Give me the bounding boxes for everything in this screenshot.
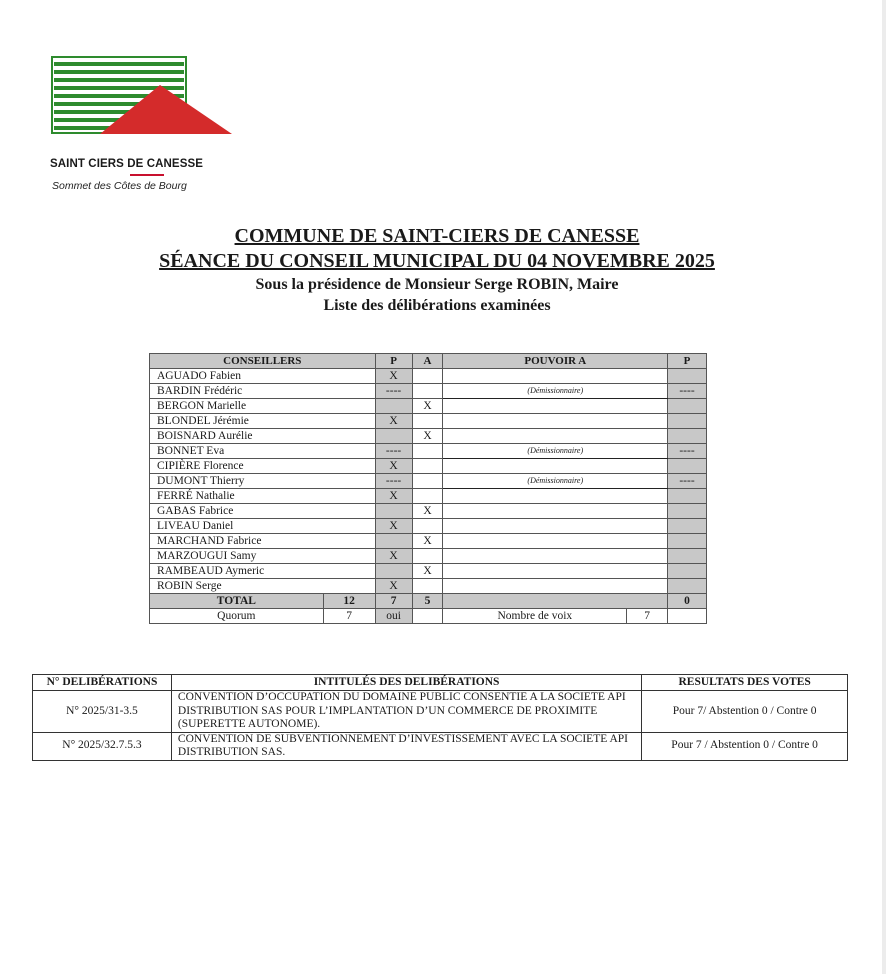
present-pouvoir-mark <box>668 459 707 474</box>
present-pouvoir-mark <box>668 549 707 564</box>
absent-mark: X <box>412 564 443 579</box>
attendance-row <box>150 444 707 459</box>
present-pouvoir-mark <box>668 519 707 534</box>
document-header <box>0 224 874 316</box>
present-pouvoir-mark <box>668 414 707 429</box>
present-pouvoir-mark: ---- <box>668 384 707 399</box>
present-mark <box>375 564 412 579</box>
total-row <box>150 594 707 609</box>
total-count: 12 <box>323 594 375 609</box>
present-mark <box>375 399 412 414</box>
attendance-row <box>150 414 707 429</box>
page-edge <box>882 0 886 974</box>
deliberation-number: N° 2025/32.7.5.3 <box>33 732 172 760</box>
pouvoir-cell <box>443 564 668 579</box>
conseiller-name: DUMONT Thierry <box>150 474 376 489</box>
quorum-empty <box>412 609 443 624</box>
conseiller-name: RAMBEAUD Aymeric <box>150 564 376 579</box>
liste-line: Liste des délibérations examinées <box>323 297 551 314</box>
absent-mark: X <box>412 399 443 414</box>
pouvoir-cell <box>443 504 668 519</box>
absent-mark <box>412 519 443 534</box>
absent-mark <box>412 489 443 504</box>
commune-title: COMMUNE DE SAINT-CIERS DE CANESSE <box>234 225 640 247</box>
quorum-value: 7 <box>323 609 375 624</box>
pouvoir-cell <box>443 534 668 549</box>
attendance-row <box>150 489 707 504</box>
pouvoir-cell: (Démissionnaire) <box>443 474 668 489</box>
conseiller-name: LIVEAU Daniel <box>150 519 376 534</box>
col-pouvoir: POUVOIR A <box>443 354 668 369</box>
present-mark: X <box>375 414 412 429</box>
deliberations-table <box>32 674 848 761</box>
deliberation-number: N° 2025/31-3.5 <box>33 691 172 733</box>
voix-label: Nombre de voix <box>443 609 627 624</box>
present-mark <box>375 534 412 549</box>
vote-result: Pour 7/ Abstention 0 / Contre 0 <box>642 691 848 733</box>
present-mark: X <box>375 549 412 564</box>
pouvoir-cell <box>443 489 668 504</box>
absent-mark: X <box>412 534 443 549</box>
attendance-row <box>150 429 707 444</box>
col-conseillers: CONSEILLERS <box>150 354 376 369</box>
deliberation-row <box>33 732 848 760</box>
logo-name: SAINT CIERS DE CANESSE <box>50 158 204 170</box>
total-label: TOTAL <box>150 594 324 609</box>
present-mark: X <box>375 579 412 594</box>
present-mark: X <box>375 459 412 474</box>
col-present: P <box>375 354 412 369</box>
absent-mark <box>412 444 443 459</box>
present-pouvoir-mark <box>668 504 707 519</box>
conseiller-name: MARZOUGUI Samy <box>150 549 376 564</box>
conseiller-name: BERGON Marielle <box>150 399 376 414</box>
absent-mark <box>412 474 443 489</box>
quorum-status: oui <box>375 609 412 624</box>
absent-mark <box>412 459 443 474</box>
voix-value: 7 <box>627 609 668 624</box>
attendance-row <box>150 504 707 519</box>
attendance-row <box>150 564 707 579</box>
deliberation-title: CONVENTION D’OCCUPATION DU DOMAINE PUBLIC CONSENTIE A LA SOCIETE API DISTRIBUTION SAS POUR L’IMPLANTATION D’UN COMMERCE DE PROXIMITE (SUPERETTE AUTONOME). <box>171 691 641 733</box>
pouvoir-cell: (Démissionnaire) <box>443 444 668 459</box>
col-intitule: INTITULÉS DES DELIBÉRATIONS <box>171 675 641 691</box>
conseiller-name: AGUADO Fabien <box>150 369 376 384</box>
present-mark: X <box>375 369 412 384</box>
absent-mark: X <box>412 429 443 444</box>
present-pouvoir-mark: ---- <box>668 474 707 489</box>
conseiller-name: GABAS Fabrice <box>150 504 376 519</box>
present-mark <box>375 504 412 519</box>
absent-mark <box>412 414 443 429</box>
attendance-row <box>150 534 707 549</box>
quorum-row <box>150 609 707 624</box>
absent-mark <box>412 549 443 564</box>
quorum-label: Quorum <box>150 609 324 624</box>
absent-mark <box>412 384 443 399</box>
vote-result: Pour 7 / Abstention 0 / Contre 0 <box>642 732 848 760</box>
col-num: N° DELIBÉRATIONS <box>33 675 172 691</box>
col-present-pouvoir: P <box>668 354 707 369</box>
pouvoir-cell <box>443 399 668 414</box>
present-pouvoir-mark <box>668 429 707 444</box>
col-absent: A <box>412 354 443 369</box>
commune-logo <box>50 55 236 195</box>
pouvoir-cell <box>443 549 668 564</box>
present-pouvoir-mark <box>668 489 707 504</box>
attendance-row <box>150 384 707 399</box>
present-pouvoir-mark <box>668 564 707 579</box>
present-mark: ---- <box>375 444 412 459</box>
attendance-row <box>150 474 707 489</box>
total-present: 7 <box>375 594 412 609</box>
total-pouvoir <box>443 594 668 609</box>
attendance-row <box>150 579 707 594</box>
logo-underline <box>130 174 164 176</box>
logo-graphic <box>50 55 236 155</box>
attendance-row <box>150 399 707 414</box>
pouvoir-cell <box>443 519 668 534</box>
total-absent: 5 <box>412 594 443 609</box>
conseiller-name: BONNET Eva <box>150 444 376 459</box>
attendance-row <box>150 519 707 534</box>
present-mark: ---- <box>375 474 412 489</box>
absent-mark <box>412 369 443 384</box>
pouvoir-cell <box>443 369 668 384</box>
conseiller-name: MARCHAND Fabrice <box>150 534 376 549</box>
attendance-row <box>150 549 707 564</box>
present-mark: X <box>375 489 412 504</box>
present-pouvoir-mark <box>668 369 707 384</box>
present-pouvoir-mark: ---- <box>668 444 707 459</box>
present-mark: X <box>375 519 412 534</box>
present-pouvoir-mark <box>668 399 707 414</box>
present-mark <box>375 429 412 444</box>
quorum-empty-2 <box>668 609 707 624</box>
conseiller-name: FERRÉ Nathalie <box>150 489 376 504</box>
logo-tagline: Sommet des Côtes de Bourg <box>52 180 187 192</box>
absent-mark <box>412 579 443 594</box>
seance-title: SÉANCE DU CONSEIL MUNICIPAL DU 04 NOVEMBRE 2025 <box>159 250 715 272</box>
pouvoir-cell <box>443 579 668 594</box>
pouvoir-cell: (Démissionnaire) <box>443 384 668 399</box>
deliberation-title: CONVENTION DE SUBVENTIONNEMENT D’INVESTISSEMENT AVEC LA SOCIETE API DISTRIBUTION SAS. <box>171 732 641 760</box>
attendance-header-row <box>150 354 707 369</box>
presidence-line: Sous la présidence de Monsieur Serge ROBIN, Maire <box>255 276 619 293</box>
present-pouvoir-mark <box>668 579 707 594</box>
conseiller-name: BLONDEL Jérémie <box>150 414 376 429</box>
col-resultat: RESULTATS DES VOTES <box>642 675 848 691</box>
deliberations-header-row <box>33 675 848 691</box>
deliberation-row <box>33 691 848 733</box>
conseiller-name: ROBIN Serge <box>150 579 376 594</box>
present-pouvoir-mark <box>668 534 707 549</box>
attendance-table <box>149 353 707 624</box>
total-present-pouvoir: 0 <box>668 594 707 609</box>
pouvoir-cell <box>443 414 668 429</box>
conseiller-name: BARDIN Frédéric <box>150 384 376 399</box>
present-mark: ---- <box>375 384 412 399</box>
attendance-row <box>150 459 707 474</box>
conseiller-name: BOISNARD Aurélie <box>150 429 376 444</box>
pouvoir-cell <box>443 429 668 444</box>
pouvoir-cell <box>443 459 668 474</box>
attendance-row <box>150 369 707 384</box>
conseiller-name: CIPIÈRE Florence <box>150 459 376 474</box>
absent-mark: X <box>412 504 443 519</box>
